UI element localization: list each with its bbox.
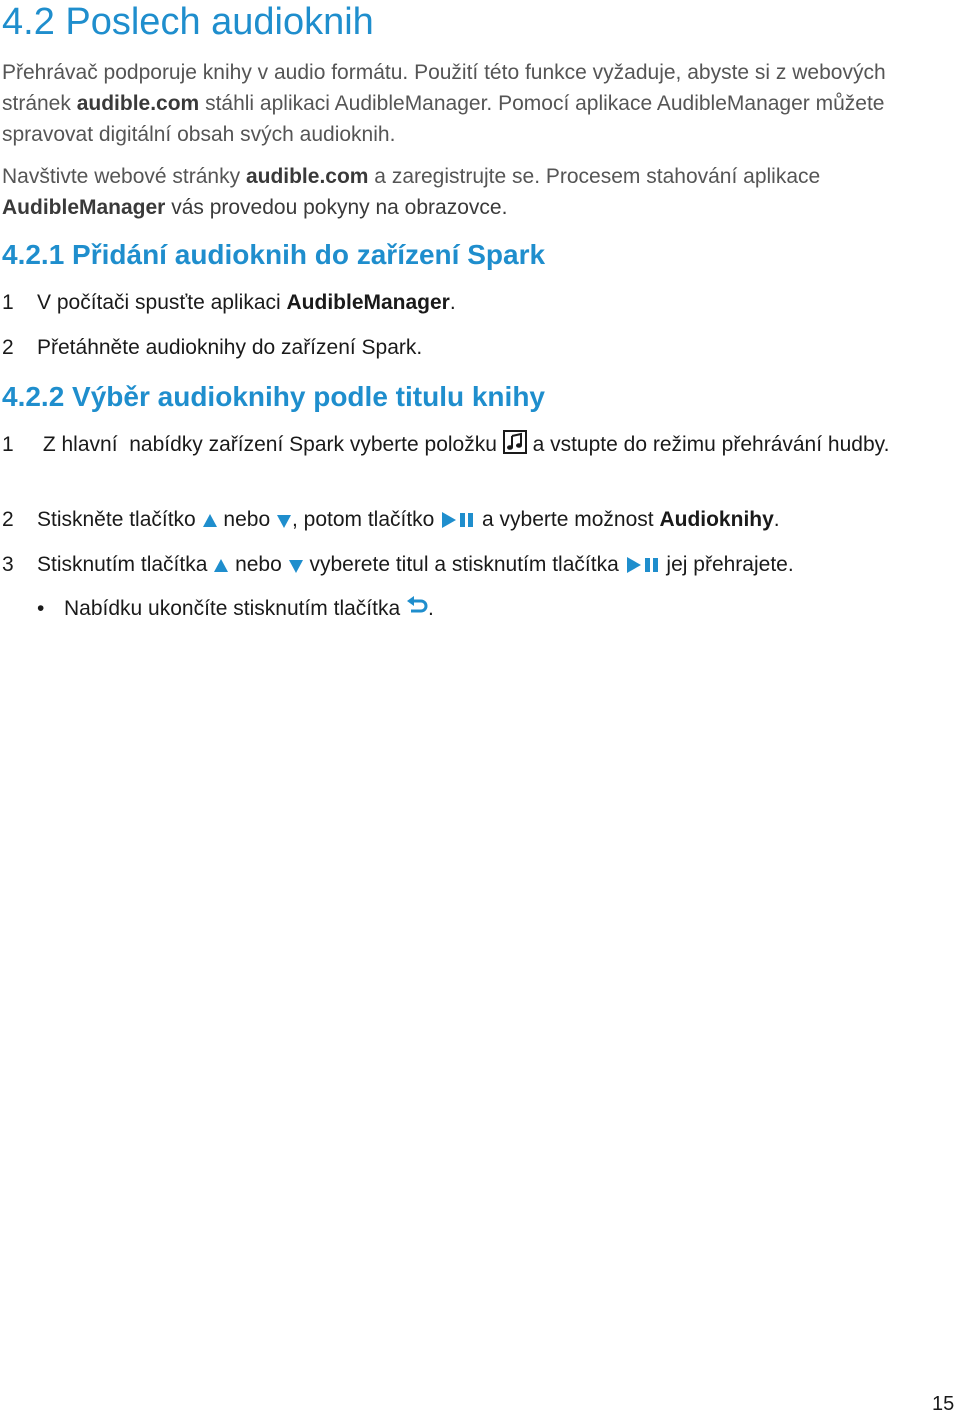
step-text-d: a vyberte možnost — [476, 508, 660, 531]
up-arrow-icon — [202, 513, 218, 529]
step-text — [37, 429, 950, 460]
step-number: 3 — [2, 553, 14, 576]
play-pause-icon — [625, 556, 661, 574]
step-add-2 — [0, 332, 950, 363]
bullet-text — [64, 593, 950, 624]
section-heading-select: 4.2.2 Výběr audioknihy podle titulu knihy — [2, 381, 545, 412]
bullet-exit-menu — [0, 593, 950, 624]
intro-2-text-e: vás provedou pokyny na obrazovce. — [165, 196, 508, 219]
intro-1-text-a: Přehrávač podporuje knihy v audio formátu. Použití této funkce vyžaduje, abyste si z webových stránek — [2, 61, 886, 115]
down-arrow-icon — [276, 513, 292, 529]
intro-paragraph-2 — [2, 161, 952, 223]
step-select-2 — [0, 504, 950, 535]
step-text-c: vyberete titul a stisknutím tlačítka — [303, 553, 625, 576]
step-text-b: nebo — [217, 508, 276, 531]
step-text-a: Stiskněte tlačítko — [37, 508, 202, 531]
intro-2-app-name: AudibleManager — [2, 196, 166, 219]
step-text-c: , potom tlačítko — [291, 508, 441, 531]
page-number: 15 — [932, 1393, 955, 1415]
down-arrow-icon — [288, 558, 304, 574]
up-arrow-icon — [213, 558, 229, 574]
intro-2-website: audible.com — [245, 165, 369, 188]
intro-1-website: audible.com — [76, 92, 200, 115]
page-heading: 4.2 Poslech audioknih — [2, 1, 374, 43]
step-number: 2 — [2, 508, 14, 531]
intro-paragraph-1 — [2, 57, 952, 150]
step-number: 2 — [2, 336, 14, 359]
intro-1-text-c: stáhli aplikaci AudibleManager. Pomocí aplikace AudibleManager můžete spravovat digitální obsah svých audioknih. — [2, 92, 885, 146]
back-icon — [406, 596, 428, 618]
step-text — [37, 549, 950, 580]
step-text-b: a vstupte do režimu přehrávání hudby. — [526, 433, 890, 456]
step-text-a: V počítači spusťte aplikaci — [37, 291, 287, 314]
step-text-b: nebo — [229, 553, 288, 576]
step-text-a: Stisknutím tlačítka — [37, 553, 214, 576]
intro-2-text-c: a zaregistrujte se. Procesem stahování aplikace — [368, 165, 821, 188]
step-option-name: Audioknihy — [659, 508, 774, 531]
step-text — [37, 287, 950, 318]
step-text — [37, 504, 950, 535]
section-heading-add: 4.2.1 Přidání audioknih do zařízení Spark — [2, 239, 546, 270]
bullet-text-a: Nabídku ukončíte stisknutím tlačítka — [64, 597, 406, 620]
bullet-text-b: . — [428, 597, 434, 620]
step-text-a: Z hlavní nabídky zařízení Spark vyberte položku — [37, 433, 503, 456]
step-text: Přetáhněte audioknihy do zařízení Spark. — [37, 336, 423, 359]
step-number: 1 — [2, 291, 14, 314]
intro-2-text-a: Navštivte webové stránky — [2, 165, 246, 188]
play-pause-icon — [440, 511, 476, 529]
step-add-1 — [0, 287, 950, 318]
step-text-f: . — [773, 508, 780, 531]
bullet-dot: • — [37, 597, 45, 620]
step-select-1 — [0, 429, 950, 460]
step-number: 1 — [2, 433, 14, 456]
step-app-name: AudibleManager — [286, 291, 450, 314]
step-text-d: jej přehrajete. — [660, 553, 794, 576]
step-text-c: . — [449, 291, 456, 314]
step-select-3 — [0, 549, 950, 580]
music-note-icon — [503, 430, 527, 454]
